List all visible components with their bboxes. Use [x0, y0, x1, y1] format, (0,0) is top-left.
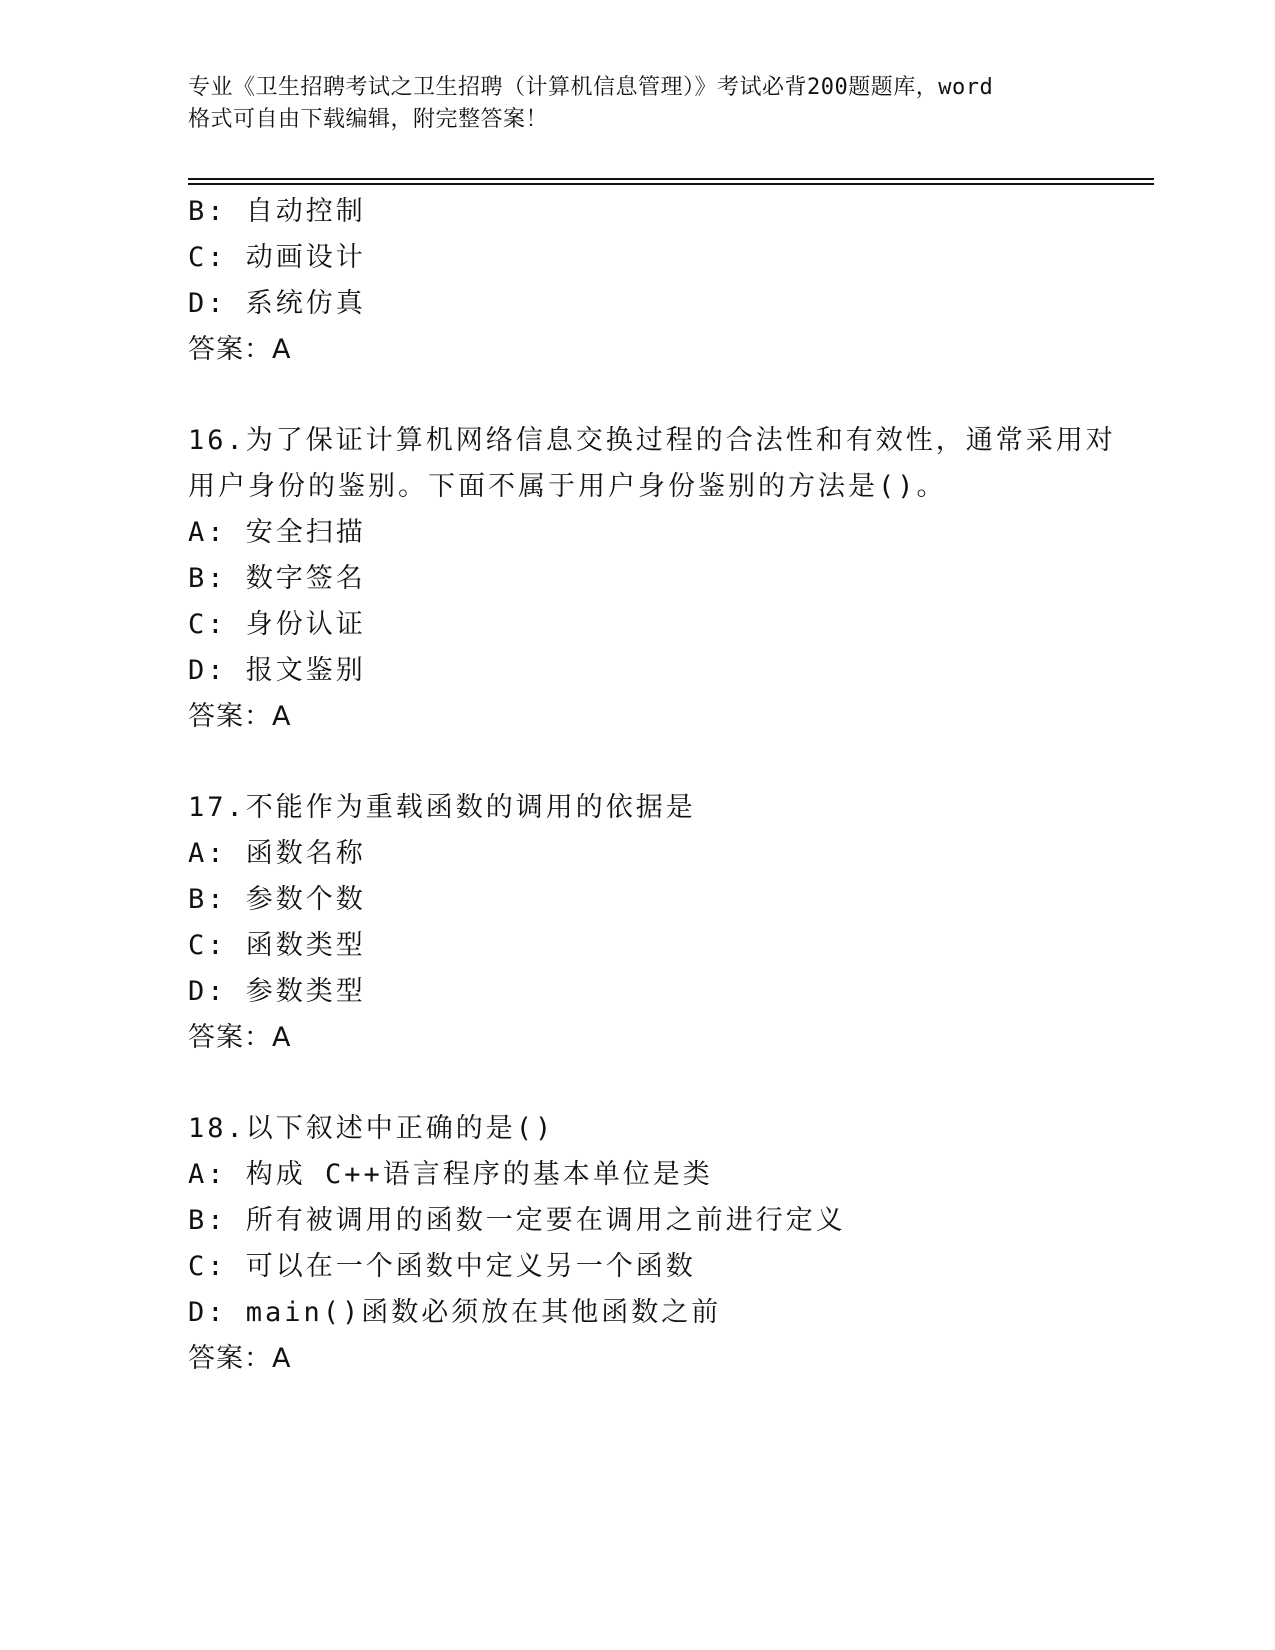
question-text-line-2: 用户身份的鉴别。下面不属于用户身份鉴别的方法是()。 — [188, 471, 947, 502]
answer-label: 答案：A — [188, 1343, 292, 1374]
question-16 — [188, 418, 1116, 740]
question-text-line-1: 17.不能作为重载函数的调用的依据是 — [188, 792, 696, 823]
answer-label: 答案：A — [188, 1022, 292, 1053]
option-d: D: main()函数必须放在其他函数之前 — [188, 1297, 722, 1328]
spacer — [188, 373, 1088, 418]
option-c: C: 身份认证 — [188, 609, 366, 640]
option-a: A: 构成 C++语言程序的基本单位是类 — [188, 1159, 713, 1190]
option-c: C: 函数类型 — [188, 930, 366, 961]
document-header — [188, 72, 1088, 136]
question-18 — [188, 1106, 1088, 1382]
option-a: A: 函数名称 — [188, 838, 366, 869]
option-c: C: 可以在一个函数中定义另一个函数 — [188, 1251, 696, 1282]
option-d: D: 报文鉴别 — [188, 655, 366, 686]
question-text-line-1: 16.为了保证计算机网络信息交换过程的合法性和有效性，通常采用对 — [188, 425, 1116, 456]
header-divider-top — [188, 178, 1154, 180]
question-text-line-1: 18.以下叙述中正确的是() — [188, 1113, 555, 1144]
header-line-1: 专业《卫生招聘考试之卫生招聘（计算机信息管理）》考试必背200题题库，word — [188, 75, 994, 100]
option-a: A: 安全扫描 — [188, 517, 366, 548]
option-c: C: 动画设计 — [188, 242, 366, 273]
option-b: B: 数字签名 — [188, 563, 366, 594]
question-17 — [188, 785, 1088, 1061]
option-d: D: 系统仿真 — [188, 288, 366, 319]
answer-label: 答案：A — [188, 701, 292, 732]
answer-label: 答案：A — [188, 334, 292, 365]
spacer — [188, 1061, 1088, 1106]
option-b: B: 参数个数 — [188, 884, 366, 915]
question-15-continued — [188, 189, 1088, 373]
spacer — [188, 740, 1088, 785]
header-line-2: 格式可自由下载编辑，附完整答案！ — [188, 107, 549, 132]
option-b: B: 所有被调用的函数一定要在调用之前进行定义 — [188, 1205, 846, 1236]
option-d: D: 参数类型 — [188, 976, 366, 1007]
question-list — [188, 189, 1116, 1382]
header-divider-bottom — [188, 183, 1154, 185]
option-b: B: 自动控制 — [188, 196, 366, 227]
